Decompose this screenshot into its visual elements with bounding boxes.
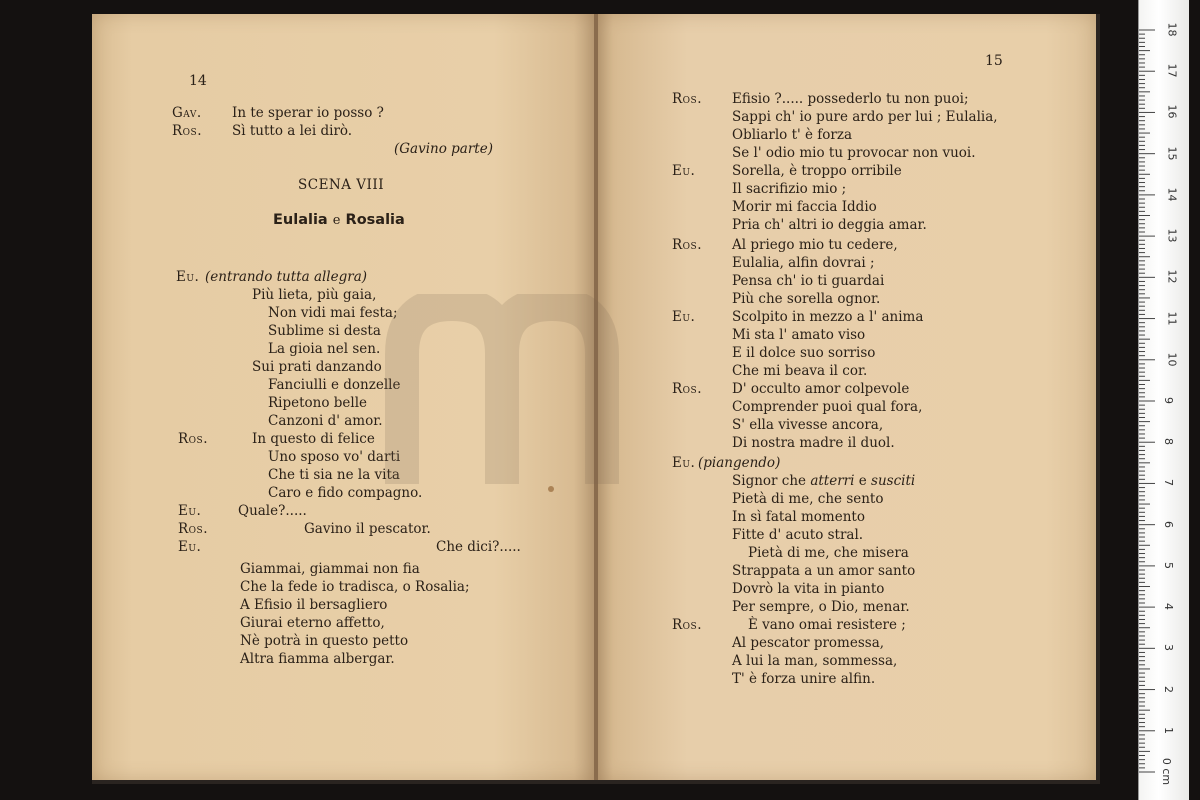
- speaker: Eu.: [672, 163, 696, 179]
- verse-line: Scolpito in mezzo a l' anima: [732, 309, 924, 325]
- verse-line: Se l' odio mio tu provocar non vuoi.: [732, 145, 976, 161]
- ruler-number: 1: [1162, 726, 1175, 734]
- verse-line: [732, 472, 915, 490]
- left-page: [92, 14, 594, 780]
- verse-line: T' è forza unire alfin.: [732, 671, 876, 687]
- ruler-number: 12: [1165, 269, 1179, 284]
- verse-line: Sui prati danzando: [252, 359, 382, 375]
- speaker: Ros.: [178, 521, 208, 537]
- verse-line: Il sacrifizio mio ;: [732, 181, 847, 197]
- foxing-spot: [548, 486, 554, 492]
- verse-line: Obliarlo t' è forza: [732, 127, 853, 143]
- character-name: Eulalia: [273, 212, 328, 228]
- verse-line: Canzoni d' amor.: [268, 413, 383, 429]
- verse-line: Al priego mio tu cedere,: [732, 237, 898, 253]
- page-number: 14: [189, 73, 207, 89]
- verse-line: Per sempre, o Dio, menar.: [732, 599, 910, 615]
- ruler-number: 10: [1165, 352, 1179, 367]
- speaker: Ros.: [672, 381, 702, 397]
- verse-line: Sorella, è troppo orribile: [732, 163, 902, 179]
- right-page: [598, 14, 1096, 780]
- verse-line: Sublime si desta: [268, 323, 381, 339]
- page-number: 15: [985, 53, 1003, 69]
- verse-line: Caro e fido compagno.: [268, 485, 423, 501]
- stage-direction: (Gavino parte): [394, 141, 493, 157]
- ruler-number: 13: [1165, 228, 1179, 243]
- verse-line: Più lieta, più gaia,: [252, 287, 377, 303]
- verse-line: Fitte d' acuto stral.: [732, 527, 864, 543]
- speaker: Ros.: [178, 431, 208, 447]
- verse-line: A Efisio il bersagliero: [240, 597, 388, 613]
- verse-segment: atterri: [810, 473, 855, 489]
- verse-line: Uno sposo vo' darti: [268, 449, 401, 465]
- speaker: Ros.: [672, 617, 702, 633]
- speaker: Eu.: [176, 269, 200, 285]
- verse-line: È vano omai resistere ;: [748, 617, 906, 633]
- verse-line: Strappata a un amor santo: [732, 563, 916, 579]
- verse-line: Che ti sia ne la vita: [268, 467, 400, 483]
- verse-line: Giurai eterno affetto,: [240, 615, 385, 631]
- verse-line: Pensa ch' io ti guardai: [732, 273, 885, 289]
- ruler-number: 17: [1165, 63, 1179, 78]
- ruler-number: 15: [1165, 146, 1179, 161]
- verse-line: Fanciulli e donzelle: [268, 377, 401, 393]
- verse-line: Che mi beava il cor.: [732, 363, 868, 379]
- ruler-number: 7: [1162, 479, 1175, 487]
- speaker: Gav.: [172, 105, 202, 121]
- verse-line: In sì fatal momento: [732, 509, 865, 525]
- conjunction: e: [332, 213, 341, 228]
- speaker: Ros.: [672, 91, 702, 107]
- verse-line: Ripetono belle: [268, 395, 368, 411]
- stage-direction: (entrando tutta allegra): [205, 269, 368, 285]
- ruler-number: 2: [1162, 685, 1175, 693]
- verse-line: Mi sta l' amato viso: [732, 327, 866, 343]
- speaker: Eu.: [178, 539, 202, 555]
- verse-line: Eulalia, alfin dovrai ;: [732, 255, 875, 271]
- ruler-number: 6: [1162, 520, 1175, 528]
- verse-line: Di nostra madre il duol.: [732, 435, 895, 451]
- verse-line: Dovrò la vita in pianto: [732, 581, 885, 597]
- speaker: Ros.: [172, 123, 202, 139]
- ruler-number: 18: [1165, 22, 1179, 37]
- verse-line: E il dolce suo sorriso: [732, 345, 876, 361]
- verse-line: Che dici?.....: [436, 539, 521, 555]
- verse-line: In te sperar io posso ?: [232, 105, 384, 121]
- verse-line: Pietà di me, che misera: [748, 545, 909, 561]
- open-book: [92, 14, 1100, 784]
- verse-line: Giammai, giammai non fia: [240, 561, 420, 577]
- verse-line: Comprender puoi qual fora,: [732, 399, 923, 415]
- scene-title: SCENA VIII: [298, 177, 385, 193]
- character-name: Rosalia: [345, 212, 405, 228]
- verse-line: A lui la man, sommessa,: [732, 653, 898, 669]
- speaker: Ros.: [672, 237, 702, 253]
- speaker: Eu.: [178, 503, 202, 519]
- verse-line: Non vidi mai festa;: [268, 305, 398, 321]
- speaker: Eu.: [672, 455, 696, 471]
- ruler-number: 3: [1162, 644, 1175, 652]
- speaker: Eu.: [672, 309, 696, 325]
- verse-line: Altra fiamma albergar.: [240, 651, 395, 667]
- ruler-number: 0 cm: [1160, 757, 1174, 786]
- ruler-number: 9: [1162, 397, 1175, 404]
- verse-line: Sì tutto a lei dirò.: [232, 123, 353, 139]
- verse-segment: Signor che: [732, 473, 807, 489]
- ruler-number: 5: [1162, 561, 1175, 569]
- verse-segment: susciti: [871, 473, 916, 489]
- verse-line: La gioia nel sen.: [268, 341, 381, 357]
- scene-characters: [273, 211, 405, 230]
- ruler-number: 4: [1162, 603, 1175, 611]
- verse-line: S' ella vivesse ancora,: [732, 417, 884, 433]
- ruler-number: 8: [1162, 438, 1175, 446]
- verse-line: Quale?.....: [238, 503, 307, 519]
- ruler-number: 16: [1165, 104, 1179, 119]
- verse-line: D' occulto amor colpevole: [732, 381, 910, 397]
- verse-line: Gavino il pescator.: [304, 521, 431, 537]
- measurement-ruler: [1138, 0, 1189, 800]
- verse-line: Morir mi faccia Iddio: [732, 199, 877, 215]
- stage-direction: (piangendo): [698, 455, 781, 471]
- verse-line: Efisio ?..... possederlo tu non puoi;: [732, 91, 969, 107]
- ruler-number: 14: [1165, 187, 1179, 202]
- verse-segment: e: [858, 473, 867, 489]
- verse-line: In questo di felice: [252, 431, 375, 447]
- ruler-number: 11: [1165, 311, 1179, 326]
- verse-line: Al pescator promessa,: [732, 635, 885, 651]
- verse-line: Più che sorella ognor.: [732, 291, 881, 307]
- verse-line: Pietà di me, che sento: [732, 491, 884, 507]
- verse-line: Pria ch' altri io deggia amar.: [732, 217, 927, 233]
- verse-line: Che la fede io tradisca, o Rosalia;: [240, 579, 470, 595]
- verse-line: Nè potrà in questo petto: [240, 633, 409, 649]
- verse-line: Sappi ch' io pure ardo per lui ; Eulalia,: [732, 109, 998, 125]
